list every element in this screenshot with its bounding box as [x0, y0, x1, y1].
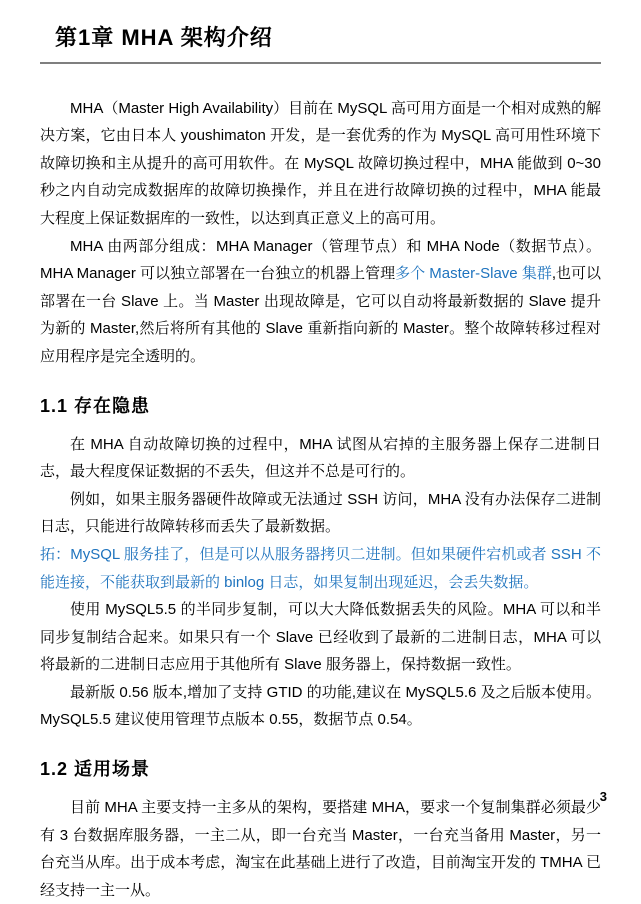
intro-paragraph-2-run1: MHA 由两部分组成：MHA Manager（管理节点）和 MHA Node（数据节点）。MHA Manager 可以独立部署在一台独立的机器上管理	[40, 237, 601, 283]
section-heading-1-1: 1.1 存在隐患	[40, 395, 151, 416]
page-number: 3	[599, 789, 607, 804]
section1-paragraph-2: 例如，如果主服务器硬件故障或无法通过 SSH 访问，MHA 没有办法保存二进制日志，只能进行故障转移而丢失了最新数据。	[40, 490, 601, 536]
intro-paragraph-2-run3: ,也可以部署在一台 Slave 上。当 Master 出现故障是，它可以自动将最新数据的 Slave 提升为新的 Master,然后将所有其他的 Slave 重新指向新的 Master。整个故障转移过程对应用程序是完全透明的。	[40, 265, 602, 365]
title-rule	[40, 62, 601, 64]
document-body	[40, 95, 601, 904]
intro-paragraph-2	[40, 233, 601, 371]
master-slave-cluster-highlight: 多个 Master-Slave 集群	[395, 265, 552, 283]
section2-paragraph-1: 目前 MHA 主要支持一主多从的架构，要搭建 MHA，要求一个复制集群必须最少有 3 台数据库服务器，一主二从，即一台充当 Master，一台充当备用 Master，另一台充当从库。出于成本考虑，淘宝在此基础上进行了改造，目前淘宝开发的 TMHA 已经支持一主一从。	[40, 799, 601, 899]
section-heading-1-2: 1.2 适用场景	[40, 759, 151, 780]
section1-note-blue: 拓：MySQL 服务挂了，但是可以从服务器拷贝二进制。但如果硬件宕机或者 SSH 不能连接，不能获取到最新的 binlog 日志，如果复制出现延迟，会丢失数据。	[40, 545, 601, 591]
section1-paragraph-5: 最新版 0.56 版本,增加了支持 GTID 的功能,建议在 MySQL5.6 及之后版本使用。MySQL5.5 建议使用管理节点版本 0.55，数据节点 0.54。	[40, 683, 601, 729]
chapter-title: 第1章 MHA 架构介绍	[55, 25, 273, 50]
intro-paragraph-1: MHA（Master High Availability）目前在 MySQL 高可用方面是一个相对成熟的解决方案，它由日本人 youshimaton 开发，是一套优秀的作为 MySQL 高可用性环境下故障切换和主从提升的高可用软件。在 MySQL 故障切换过程中，MHA 能做到 0~30 秒之内自动完成数据库的故障切换操作，并且在进行故障切换的过程中，MHA 能最大程度上保证数据库的一致性，以达到真正意义上的高可用。	[40, 99, 601, 227]
section1-paragraph-1: 在 MHA 自动故障切换的过程中，MHA 试图从宕掉的主服务器上保存二进制日志，最大程度保证数据的不丢失，但这并不总是可行的。	[40, 435, 601, 481]
section1-paragraph-4: 使用 MySQL5.5 的半同步复制，可以大大降低数据丢失的风险。MHA 可以和半同步复制结合起来。如果只有一个 Slave 已经收到了最新的二进制日志，MHA 可以将最新的二进制日志应用于其他所有 Slave 服务器上，保持数据一致性。	[40, 601, 601, 674]
